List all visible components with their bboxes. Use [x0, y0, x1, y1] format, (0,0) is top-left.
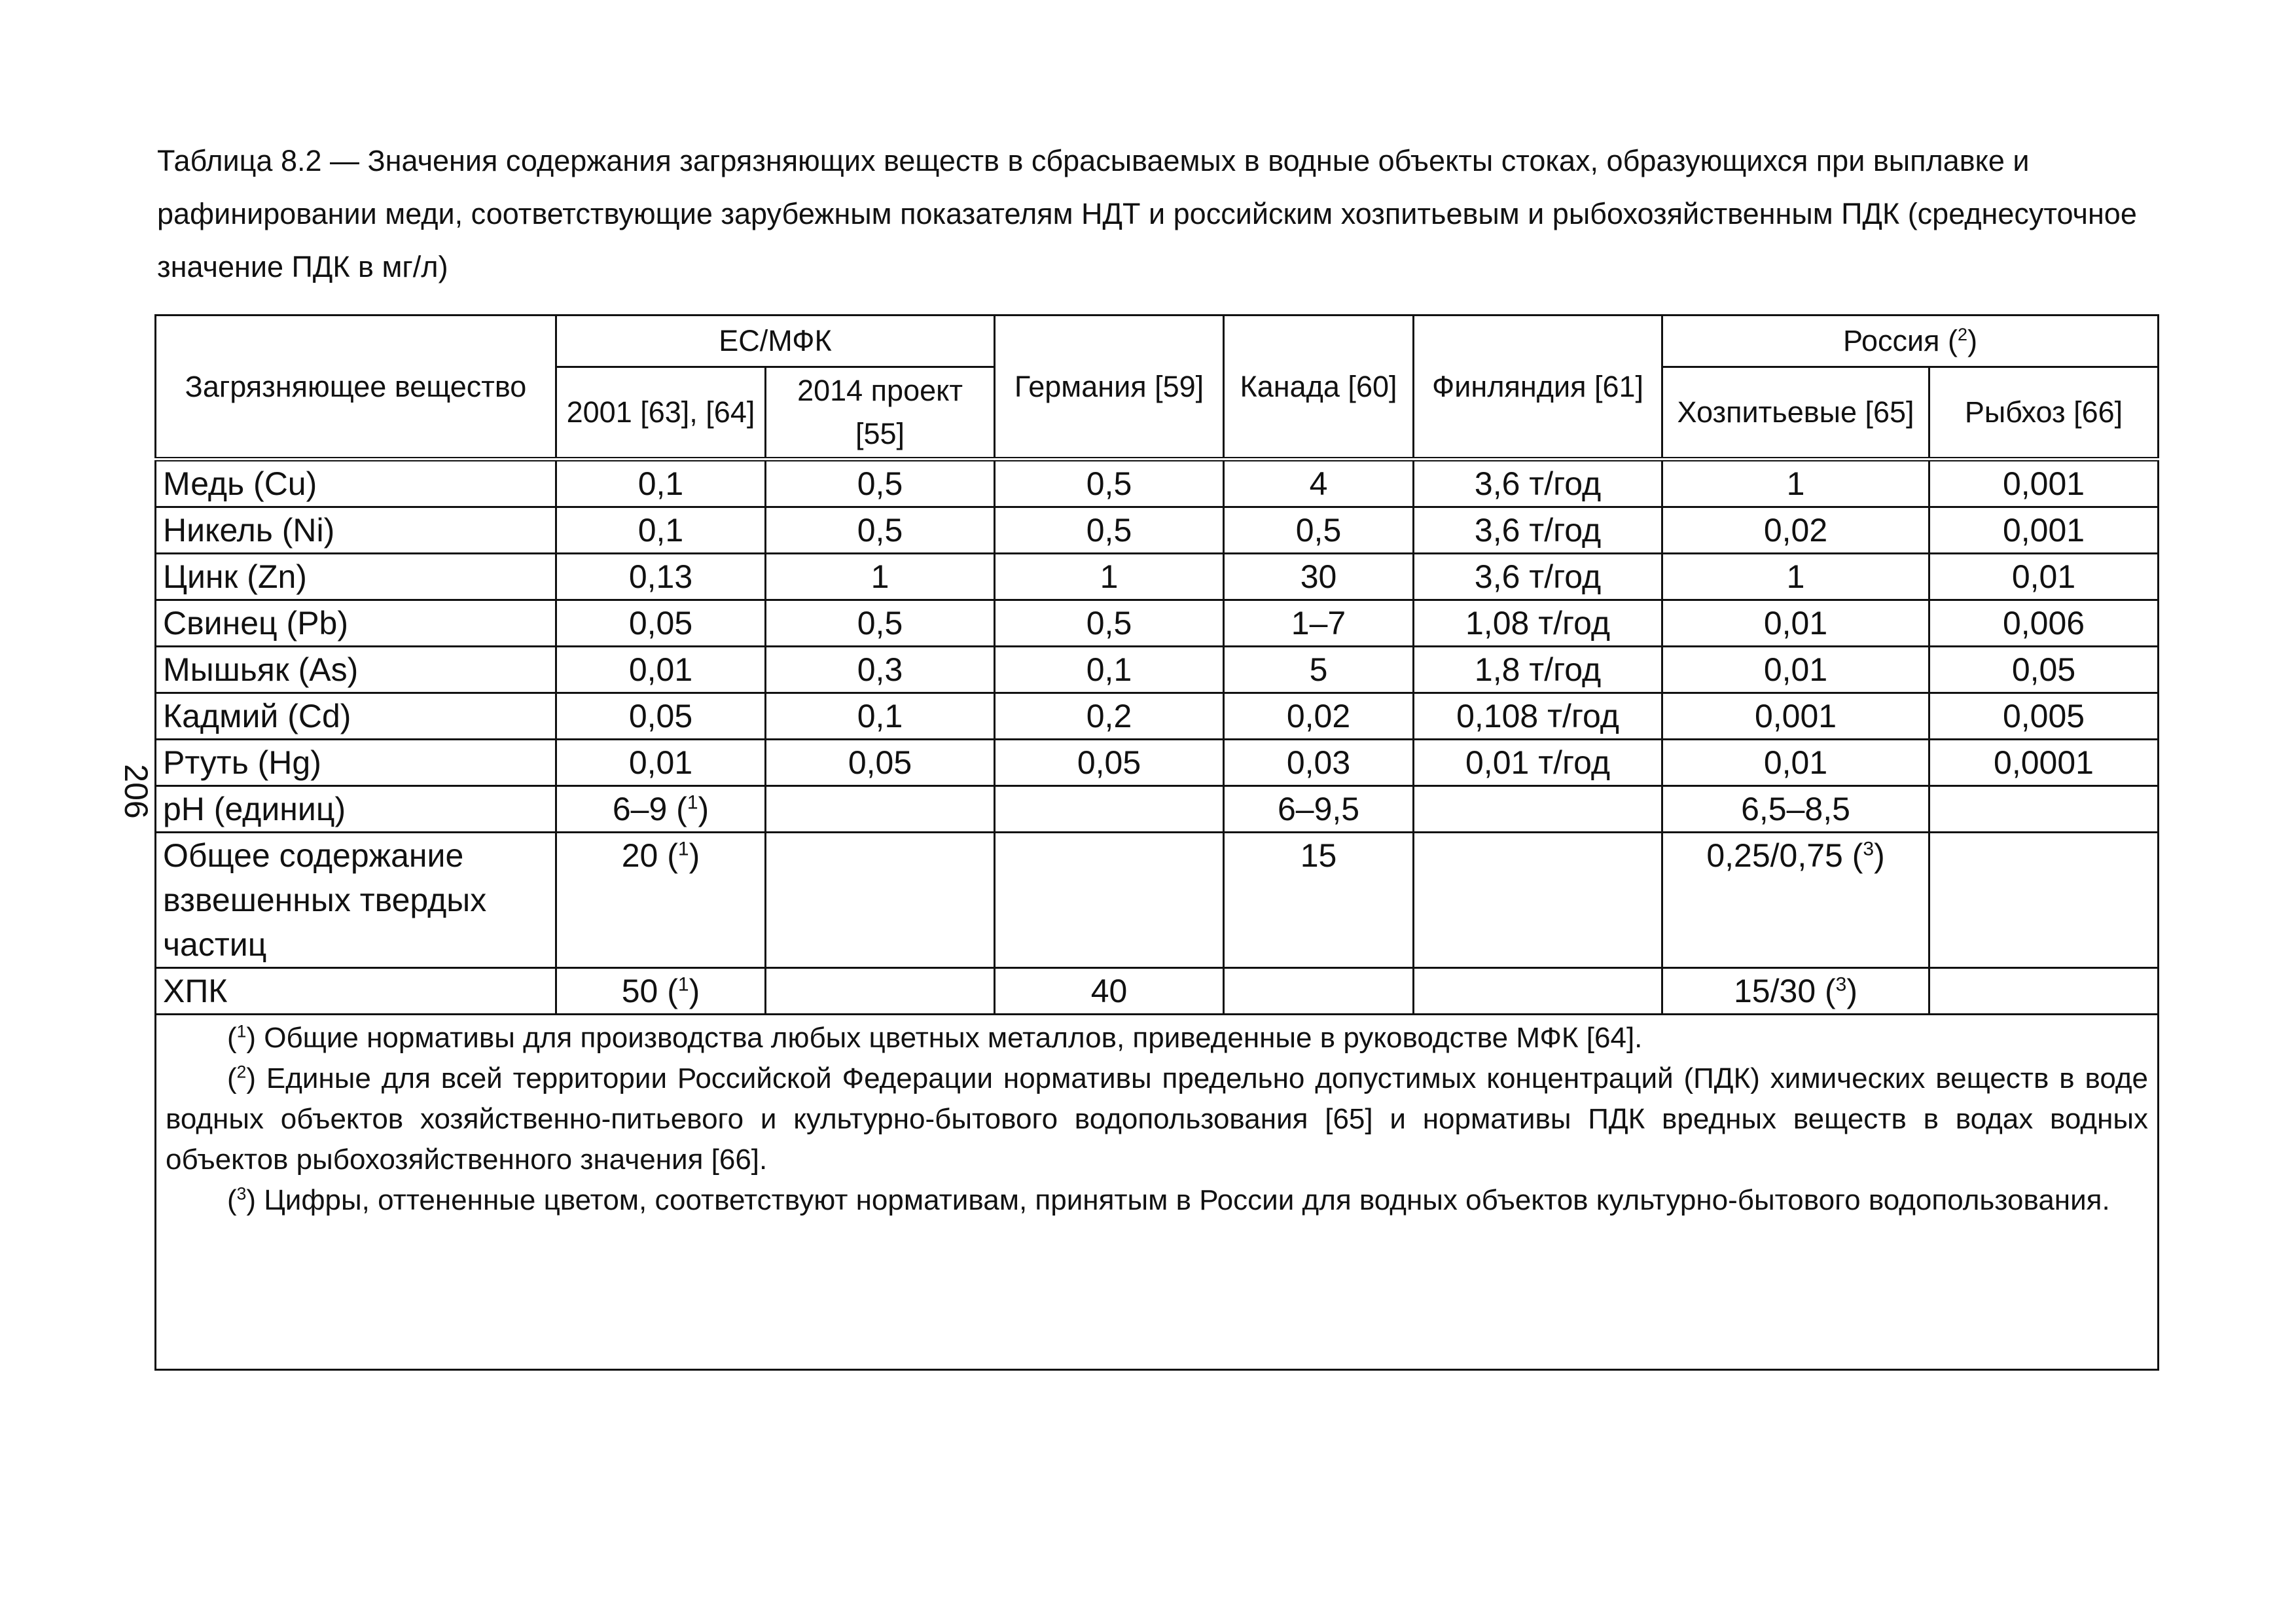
cell-fishery: 0,006	[1929, 600, 2159, 647]
cell-finland: 0,01 т/год	[1414, 740, 1662, 786]
cell-substance: Цинк (Zn)	[156, 554, 556, 600]
cell-finland: 3,6 т/год	[1414, 460, 1662, 507]
cell-ec2014: 1	[766, 554, 995, 600]
cell-ec2014: 0,1	[766, 693, 995, 740]
cell-drinking: 0,01	[1662, 647, 1929, 693]
cell-substance: Свинец (Pb)	[156, 600, 556, 647]
cell-ec2014: 0,5	[766, 507, 995, 554]
cell-germany: 0,5	[995, 507, 1224, 554]
header-finland: Финляндия [61]	[1414, 316, 1662, 460]
header-ec-2001: 2001 [63], [64]	[556, 367, 766, 460]
cell-canada: 0,02	[1224, 693, 1414, 740]
cell-canada: 0,03	[1224, 740, 1414, 786]
table-row	[156, 647, 2159, 693]
table-row	[156, 554, 2159, 600]
cell-fishery: 0,05	[1929, 647, 2159, 693]
cell-ec2001: 50 ($^1$)	[556, 968, 766, 1015]
header-germany: Германия [59]	[995, 316, 1224, 460]
footnote-ref: 3	[1863, 838, 1874, 860]
cell-ec2001: 0,01	[556, 740, 766, 786]
header-russia: Россия ($^2$)	[1662, 316, 2159, 367]
cell-fishery: 0,0001	[1929, 740, 2159, 786]
cell-germany: 0,1	[995, 647, 1224, 693]
cell-drinking: 0,01	[1662, 740, 1929, 786]
cell-ec2014	[766, 786, 995, 833]
cell-drinking: 0,02	[1662, 507, 1929, 554]
table-row	[156, 740, 2159, 786]
cell-drinking: 6,5–8,5	[1662, 786, 1929, 833]
cell-germany: 1	[995, 554, 1224, 600]
cell-canada: 6–9,5	[1224, 786, 1414, 833]
cell-substance: pH (единиц)	[156, 786, 556, 833]
cell-canada: 4	[1224, 460, 1414, 507]
cell-finland	[1414, 833, 1662, 968]
cell-fishery	[1929, 833, 2159, 968]
page-number: 206	[118, 764, 154, 819]
cell-fishery	[1929, 786, 2159, 833]
cell-fishery: 0,01	[1929, 554, 2159, 600]
cell-fishery: 0,001	[1929, 460, 2159, 507]
cell-canada: 0,5	[1224, 507, 1414, 554]
cell-finland: 1,08 т/год	[1414, 600, 1662, 647]
cell-ec2001: 0,05	[556, 693, 766, 740]
footnote-2: ($^2$) Единые для всей территории Российской Федерации нормативы предельно допустимых концентраций (ПДК) химических веществ в воде водных объектов хозяйственно-питьевого и культурно-бытового водопользования [65] и нормативы ПДК вредных веществ в водах водных объектов рыбохозяйственного значения [66].	[166, 1062, 2149, 1176]
cell-fishery: 0,001	[1929, 507, 2159, 554]
cell-germany: 0,05	[995, 740, 1224, 786]
cell-canada	[1224, 968, 1414, 1015]
footnote-ref: 1	[677, 973, 689, 996]
cell-finland: 3,6 т/год	[1414, 554, 1662, 600]
header-fishery: Рыбхоз [66]	[1929, 367, 2159, 460]
header-row-1	[156, 316, 2159, 367]
pollutants-table	[154, 314, 2159, 1371]
cell-finland	[1414, 968, 1662, 1015]
cell-ec2001: 0,13	[556, 554, 766, 600]
cell-ec2001: 0,1	[556, 507, 766, 554]
header-substance: Загрязняющее вещество	[156, 316, 556, 460]
cell-finland	[1414, 786, 1662, 833]
cell-canada: 15	[1224, 833, 1414, 968]
table-row	[156, 786, 2159, 833]
cell-ec2001: 0,01	[556, 647, 766, 693]
cell-drinking: 1	[1662, 460, 1929, 507]
cell-ec2014: 0,05	[766, 740, 995, 786]
cell-canada: 1–7	[1224, 600, 1414, 647]
cell-ec2001: 6–9 ($^1$)	[556, 786, 766, 833]
cell-germany: 0,2	[995, 693, 1224, 740]
cell-germany	[995, 786, 1224, 833]
cell-germany: 0,5	[995, 600, 1224, 647]
cell-substance: Медь (Cu)	[156, 460, 556, 507]
cell-drinking: 15/30 ($^3$)	[1662, 968, 1929, 1015]
cell-drinking: 0,01	[1662, 600, 1929, 647]
header-drinking: Хозпитьевые [65]	[1662, 367, 1929, 460]
cell-substance: Никель (Ni)	[156, 507, 556, 554]
cell-ec2014: 0,5	[766, 460, 995, 507]
cell-germany: 40	[995, 968, 1224, 1015]
table-row	[156, 600, 2159, 647]
cell-substance: Общее содержание взвешенных твердых частиц	[156, 833, 556, 968]
cell-ec2014: 0,3	[766, 647, 995, 693]
footnote-ref: 1	[677, 838, 689, 860]
header-ec-ifc: ЕС/МФК	[556, 316, 995, 367]
table-caption: Таблица 8.2 — Значения содержания загрязняющих веществ в сбрасываемых в водные объекты стоках, образующихся при выплавке и рафинировании меди, соответствующие зарубежным показателям НДТ и российским хозпитьевым и рыбохозяйственным ПДК (среднесуточное значение ПДК в мг/л)	[157, 144, 2137, 283]
footnote-ref: 1	[687, 791, 698, 814]
cell-substance: ХПК	[156, 968, 556, 1015]
footnote-1: ($^1$) Общие нормативы для производства любых цветных металлов, приведенные в руководстве МФК [64].	[227, 1021, 1643, 1054]
cell-fishery	[1929, 968, 2159, 1015]
footnote-3: ($^3$) Цифры, оттененные цветом, соответствуют нормативам, принятым в России для водных объектов культурно-бытового водопользования.	[227, 1183, 2110, 1216]
table-row	[156, 460, 2159, 507]
table-row	[156, 968, 2159, 1015]
cell-ec2014	[766, 968, 995, 1015]
cell-canada: 30	[1224, 554, 1414, 600]
cell-germany	[995, 833, 1224, 968]
header-ec-2014: 2014 проект [55]	[766, 367, 995, 460]
table-row	[156, 507, 2159, 554]
cell-ec2014	[766, 833, 995, 968]
cell-canada: 5	[1224, 647, 1414, 693]
cell-drinking: 1	[1662, 554, 1929, 600]
cell-ec2001: 0,1	[556, 460, 766, 507]
table-row	[156, 833, 2159, 968]
cell-substance: Кадмий (Cd)	[156, 693, 556, 740]
footnotes	[156, 1015, 2159, 1370]
cell-ec2001: 0,05	[556, 600, 766, 647]
cell-substance: Ртуть (Hg)	[156, 740, 556, 786]
table-row	[156, 693, 2159, 740]
cell-germany: 0,5	[995, 460, 1224, 507]
cell-ec2014: 0,5	[766, 600, 995, 647]
cell-finland: 3,6 т/год	[1414, 507, 1662, 554]
footnote-ref: 3	[1835, 973, 1847, 996]
header-canada: Канада [60]	[1224, 316, 1414, 460]
cell-drinking: 0,25/0,75 ($^3$)	[1662, 833, 1929, 968]
cell-substance: Мышьяк (As)	[156, 647, 556, 693]
cell-fishery: 0,005	[1929, 693, 2159, 740]
cell-ec2001: 20 ($^1$)	[556, 833, 766, 968]
footnote-ref: 2	[1958, 325, 1968, 344]
notes-row	[156, 1015, 2159, 1370]
cell-finland: 0,108 т/год	[1414, 693, 1662, 740]
cell-finland: 1,8 т/год	[1414, 647, 1662, 693]
cell-drinking: 0,001	[1662, 693, 1929, 740]
